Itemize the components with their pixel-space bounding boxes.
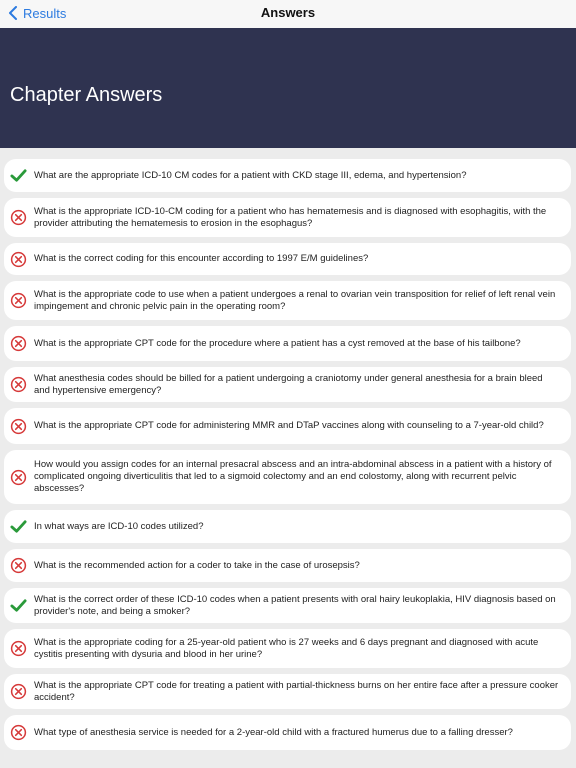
answer-row[interactable] <box>4 408 571 444</box>
question-text: What is the appropriate coding for a 25-year-old patient who is 27 weeks and 6 days pregnant and diagnosed with acute cystitis presenting with dysuria and blood in her urine? <box>34 636 539 660</box>
x-circle-icon <box>10 251 27 268</box>
answer-row[interactable] <box>4 674 571 709</box>
question-text: What is the appropriate code to use when a patient undergoes a renal to ovarian vein transposition for relief of left renal vein impingement and chronic pelvic pain in the operating room? <box>34 288 556 312</box>
check-icon <box>10 597 27 614</box>
question-text: What type of anesthesia service is needed for a 2-year-old child with a fractured humerus due to a falling dresser? <box>34 726 513 738</box>
navigation-bar <box>0 0 576 28</box>
question-text: What is the recommended action for a coder to take in the case of urosepsis? <box>34 559 360 571</box>
x-circle-icon <box>10 292 27 309</box>
answer-row[interactable] <box>4 243 571 275</box>
answer-row[interactable] <box>4 281 571 320</box>
answer-list <box>4 159 571 756</box>
answer-row[interactable] <box>4 549 571 582</box>
question-text: What is the correct coding for this encounter according to 1997 E/M guidelines? <box>34 253 369 264</box>
answer-row[interactable] <box>4 588 571 623</box>
answer-row[interactable] <box>4 367 571 402</box>
header-title: Chapter Answers <box>10 84 163 106</box>
answer-row[interactable] <box>4 198 571 237</box>
x-circle-icon <box>10 683 27 700</box>
question-text: What are the appropriate ICD-10 CM codes for a patient with CKD stage III, edema, and hypertension? <box>34 169 467 181</box>
x-circle-icon <box>10 469 27 486</box>
question-text: What is the appropriate CPT code for administering MMR and DTaP vaccines along with counseling to a 7-year-old child? <box>34 420 544 431</box>
answer-row[interactable] <box>4 159 571 192</box>
question-text: In what ways are ICD-10 codes utilized? <box>34 520 204 532</box>
answer-row[interactable] <box>4 326 571 361</box>
x-circle-icon <box>10 209 27 226</box>
answer-row[interactable] <box>4 450 571 504</box>
answer-row[interactable] <box>4 629 571 668</box>
answer-row[interactable] <box>4 715 571 750</box>
x-circle-icon <box>10 376 27 393</box>
x-circle-icon <box>10 724 27 741</box>
question-text: What is the appropriate CPT code for the procedure where a patient has a cyst removed at the base of his tailbone? <box>34 337 521 349</box>
question-text: What is the correct order of these ICD-10 codes when a patient presents with oral hairy leukoplakia, HIV diagnosis based on provider's note, and being a smoker? <box>34 593 556 617</box>
question-text: How would you assign codes for an internal presacral abscess and an intra-abdominal abscess in a patient with a history of complicated ongoing diverticulitis that led to a sigmoid colectomy and an end colostomy, along with recurrent pelvic abscesses? <box>34 459 552 494</box>
chapter-header <box>0 28 576 148</box>
check-icon <box>10 167 27 184</box>
x-circle-icon <box>10 557 27 574</box>
question-text: What is the appropriate CPT code for treating a patient with partial-thickness burns on her entire face after a pressure cooker accident? <box>34 679 559 703</box>
back-button-label: Results <box>23 5 67 21</box>
question-text: What anesthesia codes should be billed for a patient undergoing a craniotomy under general anesthesia for a brain bleed and hypertensive emergency? <box>34 372 543 396</box>
answer-row[interactable] <box>4 510 571 543</box>
question-text: What is the appropriate ICD-10-CM coding for a patient who has hematemesis and is diagnosed with esophagitis, with the provider attributing the hematemesis to erosion in the esophagus? <box>34 205 547 229</box>
x-circle-icon <box>10 418 27 435</box>
page-title: Answers <box>260 5 316 20</box>
check-icon <box>10 518 27 535</box>
x-circle-icon <box>10 335 27 352</box>
x-circle-icon <box>10 640 27 657</box>
